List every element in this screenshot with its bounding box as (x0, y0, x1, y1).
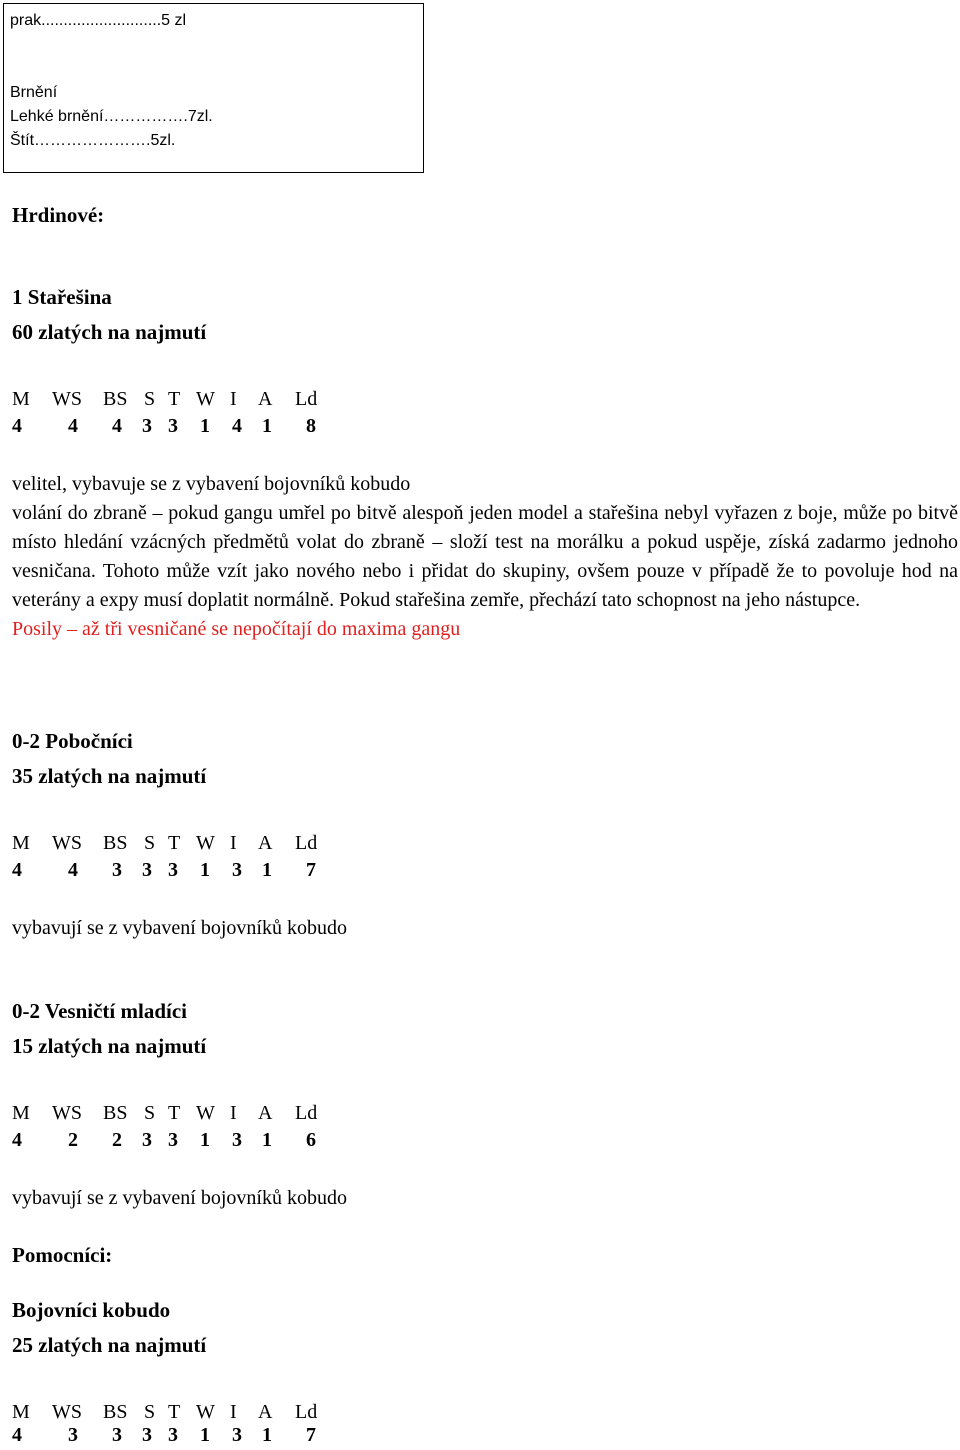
stat-value-row (12, 1129, 352, 1155)
entry-equipment-note: vybavují se z vybavení bojovníků kobudo (12, 917, 347, 939)
stat-value: 3 (68, 1424, 78, 1446)
stat-header-row (12, 832, 352, 858)
stat-header: WS (52, 388, 82, 410)
stat-value: 4 (12, 859, 22, 881)
entry-cost: 60 zlatých na najmutí (12, 320, 207, 344)
stat-value: 2 (68, 1129, 78, 1151)
stat-header: S (144, 388, 156, 410)
stat-value: 3 (168, 859, 178, 881)
stat-header: BS (103, 1102, 128, 1124)
price-line-light-armour: Lehké brnění…………….7zl. (10, 108, 213, 125)
stat-header: W (196, 1102, 215, 1124)
stat-header-row (12, 388, 352, 414)
stat-value: 3 (168, 1424, 178, 1446)
stat-value: 1 (262, 1129, 272, 1151)
stat-header-row (12, 1102, 352, 1128)
stat-header: BS (103, 832, 128, 854)
stat-value: 3 (232, 1424, 242, 1446)
stat-header: Ld (295, 832, 318, 854)
stat-value: 3 (112, 859, 122, 881)
stat-header: T (168, 388, 181, 410)
stat-header: WS (52, 1102, 82, 1124)
stat-header: A (258, 388, 273, 410)
stat-value: 8 (306, 415, 316, 437)
stat-value: 4 (12, 1129, 22, 1151)
entry-cost: 35 zlatých na najmutí (12, 764, 207, 788)
price-line-shield: Štít………………….5zl. (10, 132, 176, 149)
stat-header: S (144, 832, 156, 854)
stat-value: 3 (142, 859, 152, 881)
stat-header: T (168, 832, 181, 854)
description-paragraph: volání do zbraně – pokud gangu umřel po bitvě alespoň jeden model a stařešina nebyl vyřazen z boje, může po bitvě místo hledání vzácných předmětů volat do zbraně – složí test na morálku a pokud uspěje, získá zadarmo jednoho vesničana. Tohoto může vzít jako nového nebo i přidat do skupiny, ovšem pouze v případě že to povoluje hod na veterány a expy musí doplatit normálně. Pokud stařešina zemře, přechází tato schopnost na jeho nástupce. (12, 502, 958, 611)
stat-header: M (12, 1102, 30, 1124)
stat-header: I (230, 388, 237, 410)
stat-value: 4 (68, 859, 78, 881)
entry-name: 0-2 Pobočníci (12, 729, 133, 753)
stat-header: Ld (295, 1102, 318, 1124)
stat-value: 3 (142, 1129, 152, 1151)
stat-header: W (196, 1401, 215, 1423)
stat-value: 3 (232, 859, 242, 881)
stat-value: 4 (112, 415, 122, 437)
stat-value: 4 (68, 415, 78, 437)
stat-header: M (12, 1401, 30, 1423)
stat-header: A (258, 832, 273, 854)
stat-value: 4 (12, 1424, 22, 1446)
stat-value: 7 (306, 859, 316, 881)
stat-header: S (144, 1401, 156, 1423)
entry-equipment-note: vybavují se z vybavení bojovníků kobudo (12, 1187, 347, 1209)
stat-header: BS (103, 1401, 128, 1423)
entry-name: Bojovníci kobudo (12, 1298, 171, 1322)
stat-value: 3 (142, 415, 152, 437)
entry-name: 1 Stařešina (12, 285, 112, 309)
stat-header: Ld (295, 388, 318, 410)
stat-value: 6 (306, 1129, 316, 1151)
stat-header: Ld (295, 1401, 318, 1423)
stat-header: T (168, 1401, 181, 1423)
heroes-heading: Hrdinové: (12, 203, 105, 227)
stat-header: A (258, 1401, 273, 1423)
stat-header: W (196, 832, 215, 854)
stat-value: 2 (112, 1129, 122, 1151)
stat-value: 3 (112, 1424, 122, 1446)
stat-value-row (12, 859, 352, 885)
stat-value-row (12, 415, 352, 441)
stat-value: 3 (168, 415, 178, 437)
description-line: velitel, vybavuje se z vybavení bojovníků kobudo (12, 473, 411, 495)
stat-header: M (12, 832, 30, 854)
reinforcements-rule: Posily – až tři vesničané se nepočítají do maxima gangu (12, 618, 461, 640)
stat-header: S (144, 1102, 156, 1124)
stat-value-row (12, 1424, 352, 1450)
stat-value: 3 (168, 1129, 178, 1151)
stat-value: 1 (200, 859, 210, 881)
stat-value: 4 (232, 415, 242, 437)
price-line-armour: Brnění (10, 84, 58, 101)
stat-header: T (168, 1102, 181, 1124)
stat-value: 1 (200, 1129, 210, 1151)
henchmen-heading: Pomocníci: (12, 1243, 113, 1267)
stat-value: 1 (262, 1424, 272, 1446)
price-list-box (3, 3, 424, 173)
stat-value: 1 (200, 1424, 210, 1446)
entry-name: 0-2 Vesničtí mladíci (12, 999, 188, 1023)
price-line-sling: prak...........................5 zl (10, 12, 187, 29)
stat-value: 1 (200, 415, 210, 437)
stat-value: 3 (142, 1424, 152, 1446)
stat-header: M (12, 388, 30, 410)
stat-header: I (230, 1102, 237, 1124)
stat-header: I (230, 1401, 237, 1423)
stat-value: 1 (262, 859, 272, 881)
stat-header: BS (103, 388, 128, 410)
stat-header: WS (52, 832, 82, 854)
entry-cost: 15 zlatých na najmutí (12, 1034, 207, 1058)
stat-value: 7 (306, 1424, 316, 1446)
stat-header: WS (52, 1401, 82, 1423)
stat-value: 3 (232, 1129, 242, 1151)
entry-description (12, 470, 958, 644)
stat-header: W (196, 388, 215, 410)
stat-value: 1 (262, 415, 272, 437)
stat-header: A (258, 1102, 273, 1124)
stat-header: I (230, 832, 237, 854)
entry-cost: 25 zlatých na najmutí (12, 1333, 207, 1357)
stat-value: 4 (12, 415, 22, 437)
